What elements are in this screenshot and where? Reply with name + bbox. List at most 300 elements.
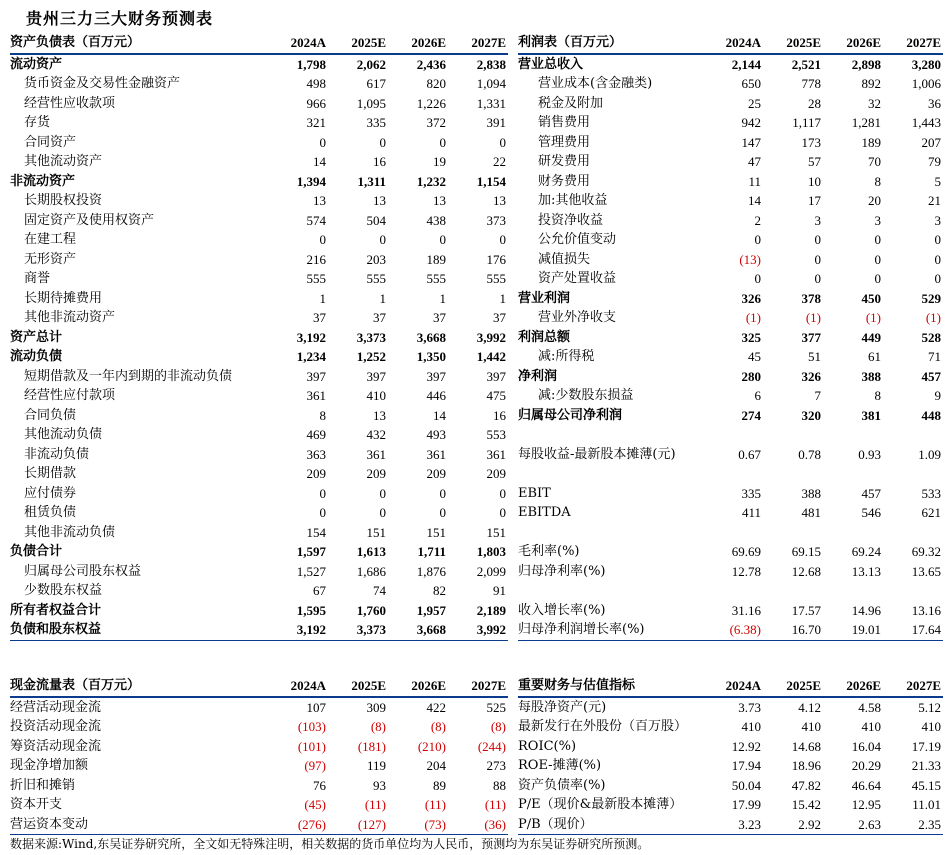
cell-value: 20 <box>868 193 881 208</box>
table-row <box>10 776 508 796</box>
cell-value: 0 <box>379 134 386 150</box>
cell-value: 363 <box>306 446 326 462</box>
cell-value: 410 <box>801 719 821 734</box>
table-row <box>10 289 508 309</box>
cell-value: 397 <box>426 368 446 384</box>
cell-value: (1) <box>925 310 941 325</box>
cell-value: 0 <box>439 505 446 520</box>
cell-value: 274 <box>741 407 761 423</box>
row-label: ROIC(%) <box>518 738 577 754</box>
cell-value: 47 <box>748 154 761 169</box>
row-label: 筹资活动现金流 <box>10 738 102 754</box>
table-row <box>10 503 508 523</box>
cell-value: 13 <box>433 193 446 208</box>
cell-value: 617 <box>366 76 386 91</box>
row-label: 租赁负债 <box>24 505 77 520</box>
row-label: 少数股东权益 <box>24 583 103 598</box>
cell-value: 475 <box>486 388 506 403</box>
year-header: 2024A <box>268 33 328 54</box>
cell-value: 1,798 <box>296 56 326 72</box>
table-row <box>10 133 508 153</box>
table-row <box>518 54 943 75</box>
row-label: 减值损失 <box>538 251 591 267</box>
cell-value: 438 <box>426 212 446 228</box>
cell-value: (276) <box>268 815 328 835</box>
cell-value <box>763 464 823 484</box>
table-row <box>10 445 508 465</box>
cell-value: 1 <box>319 290 326 306</box>
row-label: 毛利率(%) <box>518 544 580 559</box>
cell-value: 154 <box>306 524 326 540</box>
table-row <box>518 795 943 815</box>
table-row <box>518 94 943 114</box>
row-label: 其他流动负债 <box>24 427 103 442</box>
cell-value: 209 <box>426 466 446 481</box>
cell-value: 22 <box>493 154 506 169</box>
table-row <box>518 523 943 543</box>
cell-value: 47.82 <box>791 777 821 793</box>
cell-value: 107 <box>306 699 326 715</box>
cell-value: 79 <box>928 154 941 169</box>
cell-value: 1,094 <box>476 76 506 91</box>
cell-value: 7 <box>814 388 821 403</box>
cell-value: 422 <box>426 699 446 715</box>
cell-value: 450 <box>861 290 881 306</box>
cell-value: 8 <box>874 388 881 403</box>
cell-value: 5.12 <box>918 699 941 715</box>
table-row <box>518 562 943 582</box>
row-label: 负债合计 <box>10 544 63 559</box>
cell-value: 0 <box>754 271 761 286</box>
cell-value: 2,436 <box>416 56 446 72</box>
cell-value: 411 <box>741 505 761 520</box>
cell-value: 21.33 <box>911 758 941 773</box>
cell-value: 45 <box>748 349 761 364</box>
cell-value: 449 <box>861 329 881 345</box>
cell-value: 361 <box>306 388 326 403</box>
table-row <box>518 815 943 835</box>
cell-value: 361 <box>366 446 386 462</box>
cell-value: 50.04 <box>731 777 761 793</box>
cell-value: 119 <box>366 758 386 773</box>
cell-value: (8) <box>430 719 446 734</box>
year-header: 2027E <box>448 33 508 54</box>
cell-value: 555 <box>306 271 326 286</box>
cell-value: 391 <box>486 115 506 130</box>
cell-value: 1,613 <box>356 544 386 559</box>
cell-value: 89 <box>433 777 446 793</box>
cell-value: 373 <box>486 212 506 228</box>
cell-value: 57 <box>808 154 821 169</box>
cell-value: 12.78 <box>731 563 761 579</box>
cell-value: 280 <box>741 368 761 384</box>
cell-value: 3,192 <box>268 620 328 640</box>
cell-value: 31.16 <box>731 602 761 618</box>
row-label: 经营性应付款项 <box>24 388 116 403</box>
cell-value: 0.93 <box>858 446 881 462</box>
row-label: ROE-摊薄(%) <box>518 758 602 773</box>
cell-value: 176 <box>486 251 506 267</box>
cell-value: 216 <box>306 251 326 267</box>
cell-value: 320 <box>801 407 821 423</box>
table-row <box>10 484 508 504</box>
cell-value: 361 <box>486 446 506 462</box>
row-label: 长期股权投资 <box>24 193 103 208</box>
year-header: 2026E <box>823 676 883 697</box>
cell-value: 3 <box>874 212 881 228</box>
cell-value: 88 <box>493 777 506 793</box>
cell-value <box>823 425 883 445</box>
table-row <box>518 776 943 796</box>
cell-value: 1,957 <box>416 602 446 618</box>
cell-value: 151 <box>486 524 506 540</box>
cell-value: 37 <box>313 310 326 325</box>
row-label: 营业利润 <box>518 290 571 306</box>
cell-value: 381 <box>861 407 881 423</box>
row-label <box>518 581 703 601</box>
cell-value: 410 <box>861 719 881 734</box>
cell-value: 3,373 <box>356 329 386 345</box>
row-label: EBITDA <box>518 505 571 520</box>
row-label: 合同资产 <box>24 134 77 150</box>
row-label: 利润总额 <box>518 329 571 345</box>
cell-value: 555 <box>366 271 386 286</box>
cell-value: 1,803 <box>476 544 506 559</box>
row-label: 归母净利率(%) <box>518 563 606 579</box>
cell-value: 1,234 <box>296 349 326 364</box>
cell-value: (1) <box>745 310 761 325</box>
cell-value: 410 <box>741 719 761 734</box>
row-label: 资产处置收益 <box>538 271 617 286</box>
table-row <box>518 386 943 406</box>
table-row <box>10 581 508 601</box>
cell-value: 3 <box>934 212 941 228</box>
table-row <box>10 562 508 582</box>
cell-value: 14.96 <box>851 602 881 618</box>
cell-value: 1,311 <box>357 173 386 189</box>
cell-value: 207 <box>921 134 941 150</box>
cell-value: 0 <box>439 232 446 247</box>
cell-value <box>763 425 823 445</box>
cell-value: (13) <box>739 251 761 267</box>
cell-value: 0 <box>379 232 386 247</box>
row-label: 资产总计 <box>10 329 63 345</box>
cell-value: 1,597 <box>296 544 326 559</box>
cell-value: 14 <box>313 154 326 169</box>
table-row <box>518 250 943 270</box>
table-row <box>518 328 943 348</box>
table-row <box>518 289 943 309</box>
cell-value: 3,992 <box>476 329 506 345</box>
table-row <box>10 406 508 426</box>
row-label: 加:其他收益 <box>538 193 608 208</box>
cell-value: 378 <box>801 290 821 306</box>
cell-value: 17.94 <box>731 758 761 773</box>
cell-value: 69.69 <box>731 544 761 559</box>
cell-value: 13 <box>373 193 386 208</box>
row-label: 其他流动资产 <box>24 154 103 169</box>
cell-value: 273 <box>486 758 506 773</box>
cell-value: 553 <box>486 427 506 442</box>
row-label: 长期借款 <box>24 466 77 481</box>
cell-value: 650 <box>741 76 761 91</box>
cell-value: 1,350 <box>416 349 446 364</box>
cell-value <box>883 464 943 484</box>
cell-value: 1 <box>439 290 446 306</box>
cell-value: 4.58 <box>858 699 881 715</box>
table-row <box>518 425 943 445</box>
row-label: EBIT <box>518 485 551 501</box>
row-label: 固定资产及使用权资产 <box>24 212 155 228</box>
row-label: 应付债券 <box>24 485 77 501</box>
cell-value: (181) <box>357 738 386 754</box>
table-row <box>518 113 943 133</box>
cell-value: 69.24 <box>851 544 881 559</box>
valuation-table <box>518 676 943 835</box>
cell-value: 0.78 <box>798 446 821 462</box>
cell-value: 2.92 <box>763 815 823 835</box>
table-row <box>10 425 508 445</box>
row-label: 非流动负债 <box>24 446 90 462</box>
row-label: 经营性应收款项 <box>24 95 116 111</box>
table-row <box>10 697 508 718</box>
table-row <box>10 601 508 621</box>
row-label: 资产负债率(%) <box>518 777 606 793</box>
cell-value: 528 <box>921 329 941 345</box>
cell-value: 3.73 <box>738 699 761 715</box>
cell-value: 0 <box>874 232 881 247</box>
table-row <box>518 484 943 504</box>
cell-value: 2 <box>754 212 761 228</box>
cell-value: 13 <box>493 193 506 208</box>
row-label: 营业总收入 <box>518 56 584 72</box>
cell-value: 372 <box>426 115 446 130</box>
cell-value: 457 <box>861 485 881 501</box>
cell-value: 555 <box>426 271 446 286</box>
row-label: 合同负债 <box>24 407 77 423</box>
cell-value: 16 <box>373 154 386 169</box>
row-label: 流动负债 <box>10 349 63 364</box>
cell-value: 1,876 <box>416 563 446 579</box>
table-row <box>10 815 508 835</box>
cell-value: 8 <box>319 407 326 423</box>
cell-value: 209 <box>366 466 386 481</box>
cell-value: 397 <box>366 368 386 384</box>
table-row <box>10 230 508 250</box>
cash-flow-table <box>10 676 508 835</box>
year-header: 2024A <box>268 676 328 697</box>
row-label: 商誉 <box>24 271 51 286</box>
cell-value: 1,117 <box>792 115 821 130</box>
cell-value: 16.04 <box>851 738 881 754</box>
cell-value: 2,099 <box>476 563 506 579</box>
table-row <box>10 367 508 387</box>
cell-value: 361 <box>426 446 446 462</box>
cell-value: 17.57 <box>791 602 821 618</box>
row-label: 其他非流动负债 <box>24 524 116 540</box>
table-row <box>518 697 943 718</box>
cell-value: 203 <box>366 251 386 267</box>
row-label: 管理费用 <box>538 134 591 150</box>
cell-value: 1,006 <box>911 76 941 91</box>
cell-value: 11 <box>748 173 761 189</box>
cell-value: 3,373 <box>328 620 388 640</box>
cell-value: (45) <box>304 797 326 812</box>
row-label: 净利润 <box>518 368 558 384</box>
cell-value: (11) <box>484 797 506 812</box>
table-row <box>10 54 508 75</box>
row-label: 非流动资产 <box>10 173 76 189</box>
cell-value: 321 <box>306 115 326 130</box>
cell-value: 46.64 <box>851 777 881 793</box>
cell-value: 2,189 <box>476 602 506 618</box>
cell-value: (1) <box>865 310 881 325</box>
cell-value: 0 <box>379 485 386 501</box>
cell-value: 8 <box>874 173 881 189</box>
cell-value <box>703 464 763 484</box>
cell-value: 151 <box>426 524 446 540</box>
cell-value: 1,095 <box>356 95 386 111</box>
table-row <box>518 347 943 367</box>
table-row <box>10 620 508 640</box>
cell-value: 13 <box>313 193 326 208</box>
cell-value <box>823 464 883 484</box>
row-label: 投资净收益 <box>538 212 604 228</box>
cell-value: 2,898 <box>851 56 881 72</box>
table-row <box>518 503 943 523</box>
row-label: 财务费用 <box>538 173 591 189</box>
cell-value: 525 <box>486 699 506 715</box>
cell-value: 0.67 <box>738 446 761 462</box>
cell-value: 3 <box>814 212 821 228</box>
cell-value: 45.15 <box>911 777 941 793</box>
cell-value: 1,760 <box>356 602 386 618</box>
cell-value <box>883 425 943 445</box>
cell-value: (101) <box>297 738 326 754</box>
row-label: 短期借款及一年内到期的非流动负债 <box>24 368 233 384</box>
cell-value: 0 <box>814 232 821 247</box>
year-header: 2025E <box>328 33 388 54</box>
table-row <box>518 581 943 601</box>
row-label <box>518 425 703 445</box>
source-note: 数据来源:Wind,东吴证券研究所，全文如无特殊注明，相关数据的货币单位均为人民币，预测均为东吴证券研究所预测。 <box>10 837 650 851</box>
cell-value: 397 <box>306 368 326 384</box>
cell-value: 82 <box>433 583 446 598</box>
cell-value: 0 <box>499 232 506 247</box>
cell-value: 529 <box>921 290 941 306</box>
cell-value: 12.68 <box>791 563 821 579</box>
cell-value: 71 <box>928 349 941 364</box>
table-row <box>10 191 508 211</box>
cell-value: 397 <box>486 368 506 384</box>
cell-value: 326 <box>741 290 761 306</box>
cell-value: 37 <box>493 310 506 325</box>
cell-value: 3,280 <box>911 56 941 72</box>
cell-value: 37 <box>373 310 386 325</box>
table-row <box>518 191 943 211</box>
cell-value <box>703 581 763 601</box>
table-header-label: 现金流量表（百万元） <box>10 676 268 697</box>
cell-value: 13.65 <box>911 563 941 579</box>
cell-value: 0 <box>319 505 326 520</box>
row-label: 每股净资产(元) <box>518 699 607 715</box>
cell-value: 1,442 <box>476 349 506 364</box>
row-label: 最新发行在外股份（百万股） <box>518 719 688 734</box>
cell-value: 0 <box>499 505 506 520</box>
row-label <box>518 523 703 543</box>
year-header: 2026E <box>823 33 883 54</box>
cell-value: 2,144 <box>731 56 761 72</box>
table-header-label: 重要财务与估值指标 <box>518 676 703 697</box>
cell-value: 0 <box>439 134 446 150</box>
cell-value: 69.32 <box>911 544 941 559</box>
cell-value: 942 <box>741 115 761 130</box>
cell-value: 1,226 <box>416 95 446 111</box>
year-header: 2026E <box>388 33 448 54</box>
cell-value: 1,595 <box>296 602 326 618</box>
row-label: 其他非流动资产 <box>24 310 116 325</box>
cell-value: (8) <box>370 719 386 734</box>
cell-value: 1,154 <box>476 173 506 189</box>
cell-value: 91 <box>493 583 506 598</box>
cell-value: 446 <box>426 388 446 403</box>
cell-value: 504 <box>366 212 386 228</box>
cell-value: 13 <box>373 407 386 423</box>
cell-value: 2,838 <box>476 56 506 72</box>
cell-value: 0 <box>319 232 326 247</box>
row-label: 营业成本(含金融类) <box>538 76 653 91</box>
cell-value: 2.63 <box>823 815 883 835</box>
cell-value: 621 <box>921 505 941 520</box>
cell-value: 28 <box>808 95 821 111</box>
table-row <box>518 406 943 426</box>
cell-value: 209 <box>486 466 506 481</box>
row-label: 减:少数股东损益 <box>538 388 634 403</box>
row-label: 负债和股东权益 <box>10 620 268 640</box>
table-row <box>518 737 943 757</box>
table-row <box>518 211 943 231</box>
cell-value: 966 <box>306 95 326 111</box>
year-header: 2024A <box>703 676 763 697</box>
row-label <box>518 464 703 484</box>
cell-value: 326 <box>801 368 821 384</box>
row-label: 现金净增加额 <box>10 758 89 773</box>
table-row <box>10 523 508 543</box>
cell-value: 377 <box>801 329 821 345</box>
cell-value: 335 <box>366 115 386 130</box>
cell-value: 93 <box>373 777 386 793</box>
row-label: 销售费用 <box>538 115 591 130</box>
cell-value: 1 <box>499 290 506 306</box>
cell-value: 13.13 <box>851 563 881 579</box>
row-label: 货币资金及交易性金融资产 <box>24 76 181 91</box>
page-title: 贵州三力三大财务预测表 <box>26 9 214 28</box>
cell-value: 17 <box>808 193 821 208</box>
cell-value: 0 <box>499 485 506 501</box>
cell-value: 0 <box>934 251 941 267</box>
year-header: 2025E <box>328 676 388 697</box>
cell-value: 70 <box>868 154 881 169</box>
cell-value: 309 <box>366 699 386 715</box>
row-label: 每股收益-最新股本摊薄(元) <box>518 446 676 462</box>
cell-value: 410 <box>366 388 386 403</box>
cell-value: 6 <box>754 388 761 403</box>
year-header: 2027E <box>883 676 943 697</box>
table-row <box>518 542 943 562</box>
cell-value: (1) <box>805 310 821 325</box>
table-row <box>10 347 508 367</box>
cell-value: (36) <box>448 815 508 835</box>
